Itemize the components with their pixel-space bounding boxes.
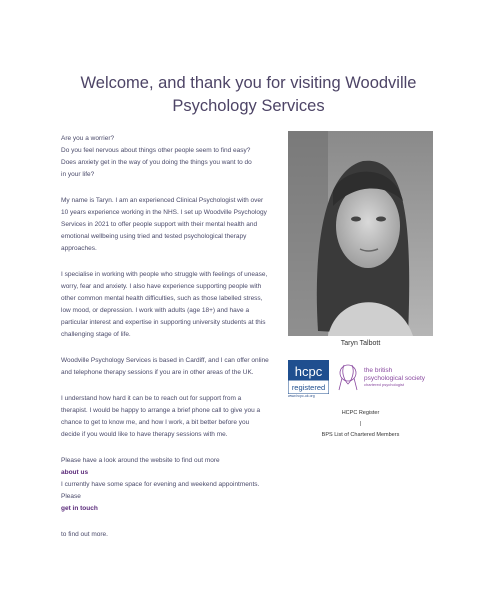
availability-text: I currently have some space for evening and weekend appointments. Please xyxy=(61,481,260,500)
photo-caption: Taryn Talbott xyxy=(340,340,381,347)
hcpc-url: www.hcpc-uk.org xyxy=(288,394,315,398)
hcpc-registered-text: registered xyxy=(291,383,326,392)
about-paragraph: My name is Taryn. I am an experienced Clinical Psychologist with over 10 years experience working in the NHS. I set up Woodville Psychology Services in 2021 to offer people support with their mental health and emotional wellbeing using tried and tested psychological therapy approaches. xyxy=(61,197,267,252)
bps-list-link[interactable]: BPS List of Chartered Members xyxy=(321,432,400,438)
accreditation-logos xyxy=(288,360,438,400)
intro-line: in your life? xyxy=(61,171,95,178)
cta-block xyxy=(61,455,269,541)
portrait-image xyxy=(288,131,433,336)
svg-text:the british: the british xyxy=(364,367,393,374)
bps-logo[interactable] xyxy=(336,360,436,394)
specialise-paragraph: I specialise in working with people who struggle with feelings of unease, worry, fear and anxiety. I also have experience supporting people with other common mental health difficulties, such as those labelled stress, low mood, or depression. I work with adults (age 18+) and have a particular interest and expertise in supporting university students at this challenging stage of life. xyxy=(61,271,268,338)
hcpc-logo[interactable] xyxy=(288,360,329,394)
svg-text:chartered psychologist: chartered psychologist xyxy=(364,382,405,387)
profile-photo xyxy=(288,131,433,336)
get-in-touch-link[interactable]: get in touch xyxy=(61,505,98,512)
intro-line: Does anxiety get in the way of you doing the things you want to do xyxy=(61,159,252,166)
location-paragraph: Woodville Psychology Services is based in Cardiff, and I can offer online and telephone therapy sessions if you are in other areas of the UK. xyxy=(61,357,269,376)
look-around-text: Please have a look around the website to find out more xyxy=(61,457,220,464)
reach-out-paragraph: I understand how hard it can be to reach out for support from a therapist. I would be happy to arrange a brief phone call to give you a chance to get to know me, and how I work, a bit better before you decide if you would like to have therapy sessions with me. xyxy=(61,395,261,438)
about-us-link[interactable]: about us xyxy=(61,469,89,476)
page-title: Welcome, and thank you for visiting Woodville Psychology Services xyxy=(80,74,417,115)
hcpc-logo-text: hcpc xyxy=(294,364,323,379)
hcpc-register-link[interactable]: HCPC Register xyxy=(341,410,380,416)
svg-text:psychological society: psychological society xyxy=(364,375,426,382)
find-out-text: to find out more. xyxy=(61,531,108,538)
intro-line: Are you a worrier? xyxy=(61,135,115,142)
register-links xyxy=(288,408,433,441)
intro-line: Do you feel nervous about things other people seem to find easy? xyxy=(61,147,251,154)
main-content xyxy=(61,133,269,541)
intro-paragraph xyxy=(61,133,269,181)
link-separator: | xyxy=(359,421,362,427)
